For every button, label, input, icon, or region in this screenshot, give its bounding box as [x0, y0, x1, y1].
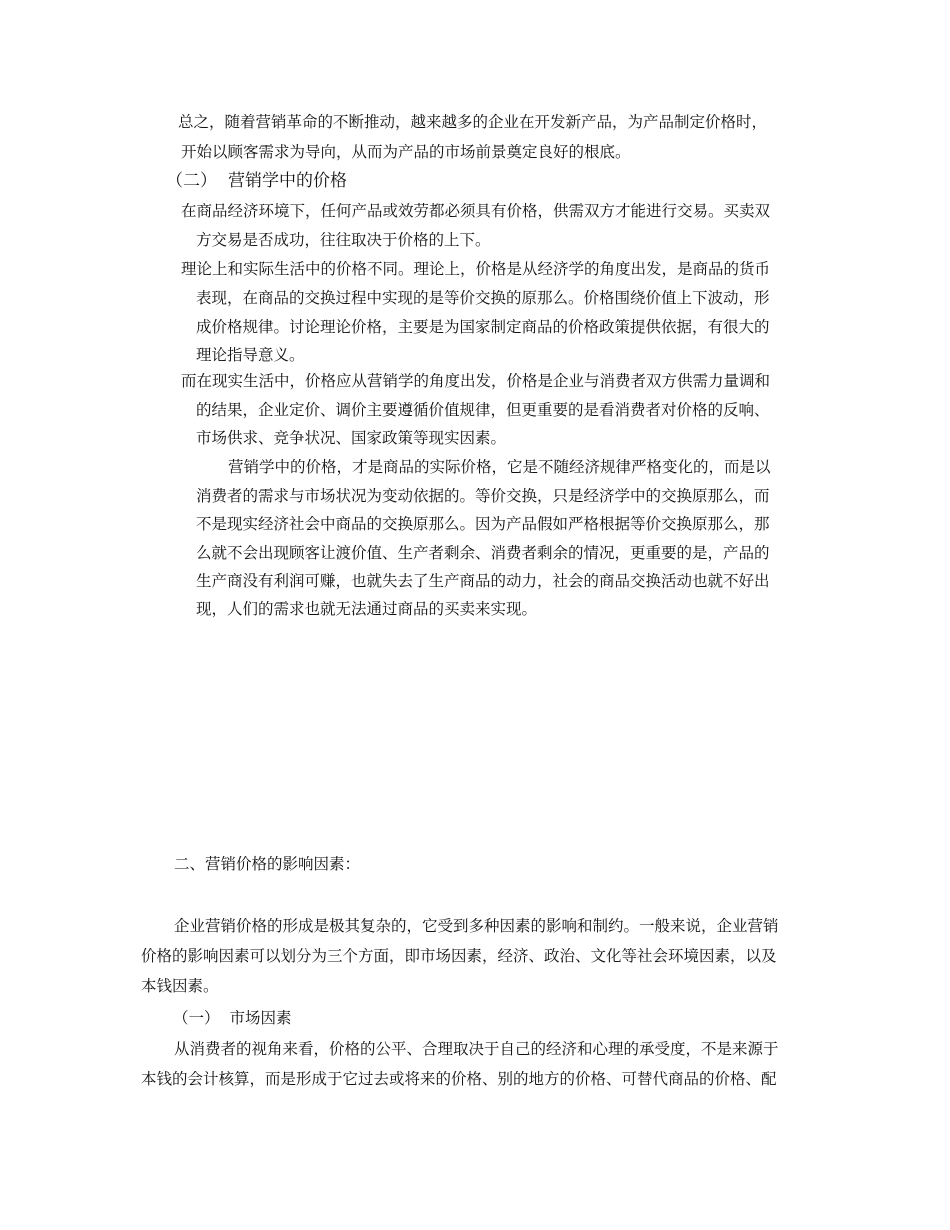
sub-heading	[173, 1008, 292, 1028]
sub-heading-number: （一）	[173, 1009, 220, 1027]
chapter-heading: 二、营销价格的影响因素：	[174, 855, 361, 873]
para4-line-1: 营销学中的价格，才是商品的实际价格，它是不随经济规律严格变化的，而是以	[228, 458, 771, 476]
intro-line-1: 总之，随着营销革命的不断推动，越来越多的企业在开发新产品，为产品制定价格时，	[178, 113, 768, 131]
para4-line-4: 么就不会出现顾客让渡价值、生产者剩余、消费者剩余的情况，更重要的是，产品的	[196, 544, 770, 562]
section-number: （二）	[166, 171, 217, 191]
para4-line-6: 现，人们的需求也就无法通过商品的买卖来实现。	[196, 600, 538, 618]
para2-line-2: 表现，在商品的交换过程中实现的是等价交换的原那么。价格围绕价值上下波动，形	[196, 289, 770, 307]
section-title: 营销学中的价格	[228, 171, 347, 191]
para3-line-2: 的结果，企业定价、调价主要遵循价值规律，但更重要的是看消费者对价格的反响、	[196, 401, 770, 419]
para3-line-1: 而在现实生活中，价格应从营销学的角度出发，价格是企业与消费者双方供需力量调和	[181, 372, 771, 390]
para2-line-4: 理论指导意义。	[196, 346, 305, 364]
para4-line-3: 不是现实经济社会中商品的交换原那么。因为产品假如严格根据等价交换原那么，那	[196, 515, 770, 533]
para4-line-5: 生产商没有利润可赚，也就失去了生产商品的动力，社会的商品交换活动也就不好出	[196, 572, 770, 590]
para3-line-3: 市场供求、竞争状况、国家政策等现实因素。	[196, 429, 507, 447]
intro-line-2: 开始以顾客需求为导向，从而为产品的市场前景奠定良好的根底。	[181, 143, 631, 161]
para2-line-1: 理论上和实际生活中的价格不同。理论上，价格是从经济学的角度出发，是商品的货币	[181, 260, 771, 278]
para2-line-3: 成价格规律。讨论理论价格，主要是为国家制定商品的价格政策提供依据，有很大的	[196, 318, 770, 336]
para4-line-2: 消费者的需求与市场状况为变动依据的。等价交换，只是经济学中的交换原那么，而	[196, 487, 770, 505]
para5-line-1: 企业营销价格的形成是极其复杂的，它受到多种因素的影响和制约。一般来说，企业营销	[174, 917, 779, 935]
para1-line-2: 方交易是否成功，往往取决于价格的上下。	[196, 231, 491, 249]
para6-line-1: 从消费者的视角来看，价格的公平、合理取决于自己的经济和心理的承受度，不是来源于	[174, 1040, 779, 1058]
sub-heading-title: 市场因素	[229, 1009, 292, 1027]
para5-line-3: 本钱因素。	[141, 977, 219, 995]
para5-line-2: 价格的影响因素可以划分为三个方面，即市场因素，经济、政治、文化等社会环境因素，以及	[141, 947, 777, 965]
para1-line-1: 在商品经济环境下，任何产品或效劳都必须具有价格，供需双方才能进行交易。买卖双	[181, 202, 771, 220]
para6-line-2: 本钱的会计核算，而是形成于它过去或将来的价格、别的地方的价格、可替代商品的价格、配	[141, 1070, 777, 1088]
section-heading	[166, 170, 347, 192]
